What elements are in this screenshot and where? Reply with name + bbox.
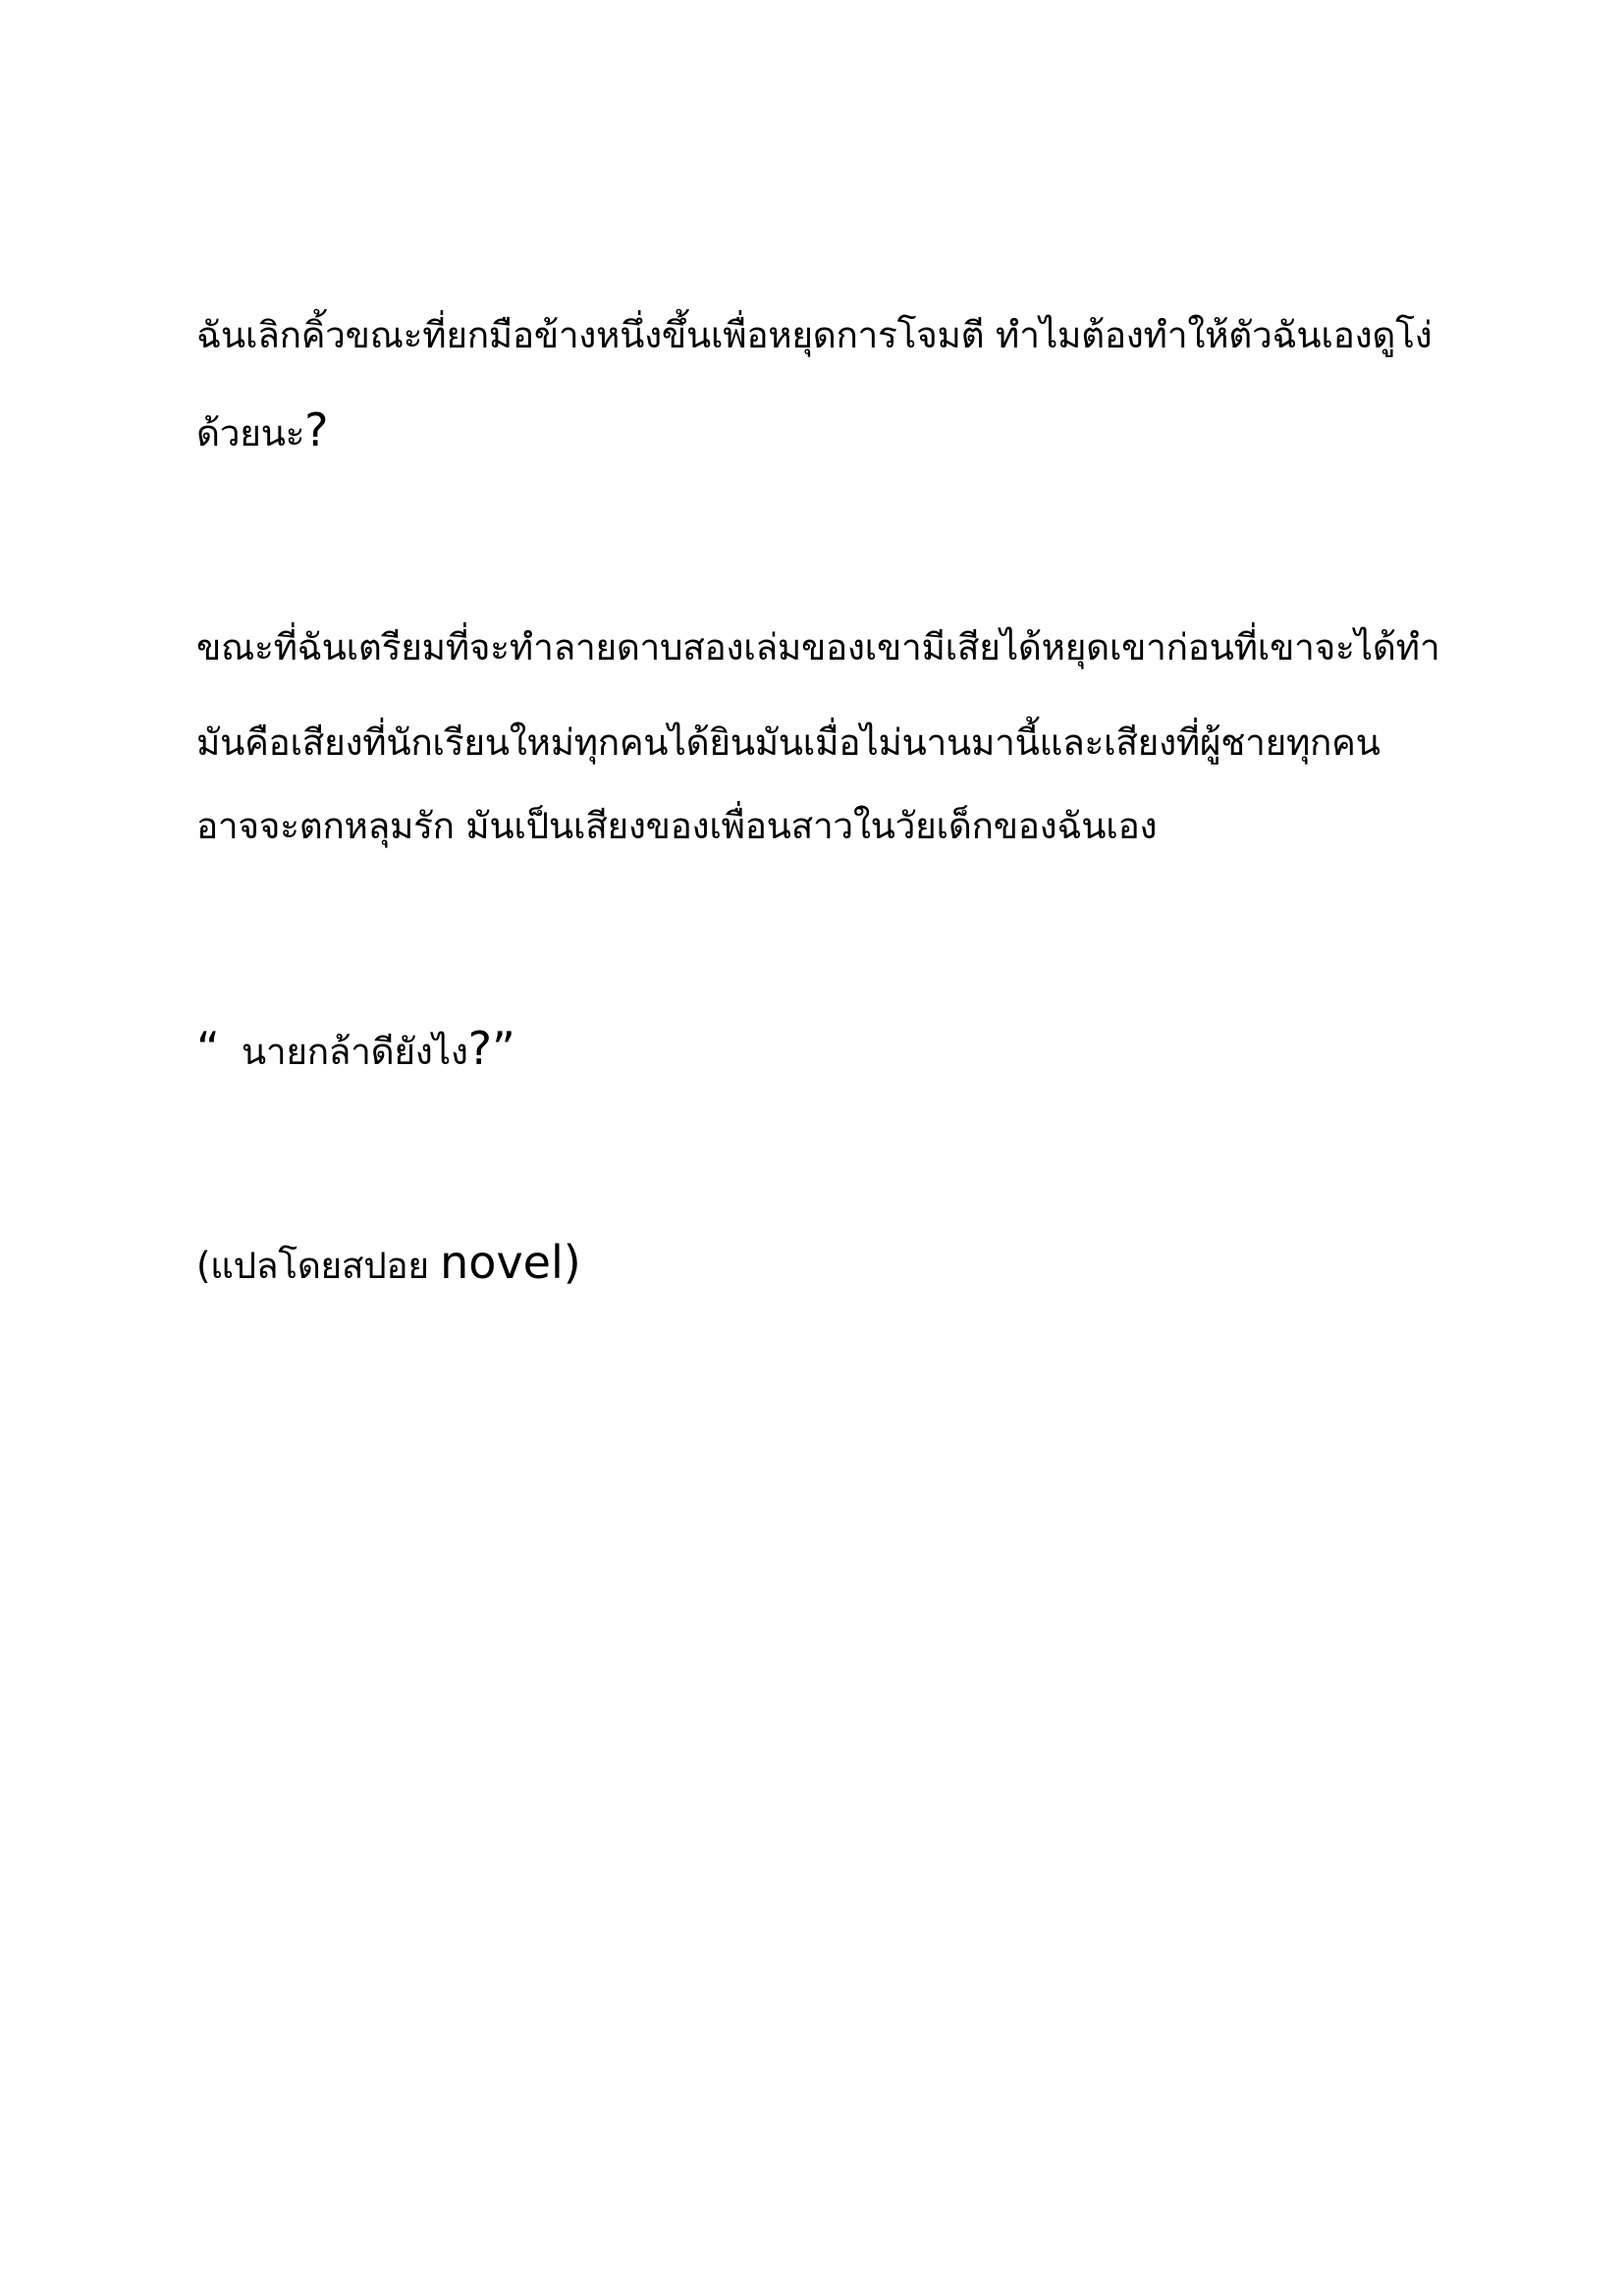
credit-thai: (แปลโดยสปอย (196, 1245, 441, 1287)
paragraph-1-line-2-thai: ด้วยนะ (196, 412, 305, 454)
dialogue-line (196, 1022, 515, 1076)
paragraph-2-line-2: มันคือเสียงที่นักเรียนใหม่ทุกคนได้ยินมันเมื่อไม่นานมานี้และเสียงที่ผู้ชายทุกคน (196, 721, 1380, 764)
credit-novel: novel) (440, 1236, 581, 1289)
dialogue-text: นายกล้าดียังไง (241, 1031, 468, 1073)
paragraph-1-question-mark: ? (304, 403, 329, 456)
translator-credit (196, 1236, 581, 1290)
paragraph-2-line-3: อาจจะตกหลุมรัก มันเป็นเสียงของเพื่อนสาวในวัยเด็กของฉันเอง (196, 805, 1158, 847)
dialogue-open-quote: “ (196, 1022, 220, 1075)
paragraph-2-line-1: ขณะที่ฉันเตรียมที่จะทำลายดาบสองเล่มของเขามีเสียได้หยุดเขาก่อนที่เขาจะได้ทำ (196, 626, 1440, 668)
dialogue-close: ?” (467, 1022, 515, 1075)
paragraph-1-line-2 (196, 403, 329, 457)
paragraph-1-line-1: ฉันเลิกคิ้วขณะที่ยกมือข้างหนึ่งขึ้นเพื่อหยุดการโจมตี ทำไมต้องทำให้ตัวฉันเองดูโง่ (196, 314, 1433, 356)
